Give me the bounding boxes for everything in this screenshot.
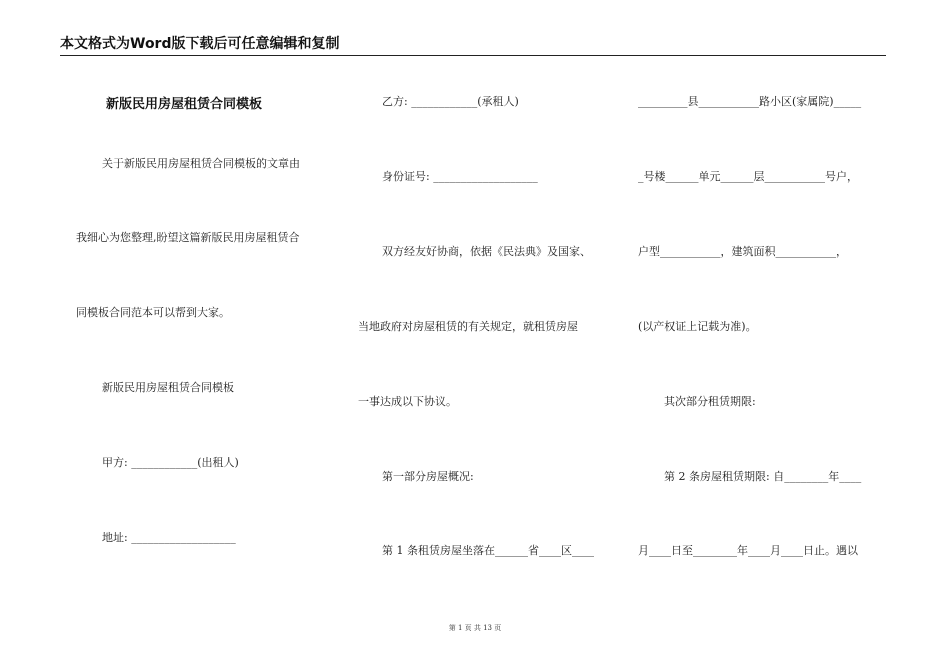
text-line: 第 2 条房屋租赁期限: 自________年____ [664,470,862,483]
column-3 [638,0,888,600]
party-a-line: 甲方: ____________(出租人) [102,456,239,469]
text-line: _号楼______单元______层___________号户， [638,170,858,183]
column-1 [76,0,326,600]
text-line: 第 1 条租赁房屋坐落在______省____区____ [382,544,594,557]
text-line: 同模板合同范本可以帮到大家。 [76,306,230,319]
section-heading: 第一部分房屋概况: [382,470,474,483]
text-line: 关于新版民用房屋租赁合同模板的文章由 [102,157,300,170]
text-line: 月____日至________年____月____日止。遇以 [638,544,858,557]
header-title: 本文格式为Word版下载后可任意编辑和复制 [60,36,340,52]
page-number: 第 1 页 共 13 页 [448,624,502,632]
section-heading: 其次部分租赁期限: [664,395,756,408]
column-2 [358,0,608,600]
text-line: 当地政府对房屋租赁的有关规定，就租赁房屋 [358,320,578,333]
text-line: 一事达成以下协议。 [358,395,457,408]
text-line: 双方经友好协商，依据《民法典》及国家、 [382,245,591,258]
text-line: (以产权证上记载为准)。 [638,320,757,333]
party-b-line: 乙方: ____________(承租人) [382,95,519,108]
text-line: 我细心为您整理,盼望这篇新版民用房屋租赁合 [76,231,300,244]
address-line: 地址: ___________________ [102,531,236,544]
text-line: _________县___________路小区(家属院)_____ [638,95,862,108]
text-line: 户型___________，建筑面积___________， [638,245,847,258]
document-title: 新版民用房屋租赁合同模板 [106,97,263,112]
id-number-line: 身份证号: ___________________ [382,170,538,183]
text-line: 新版民用房屋租赁合同模板 [102,381,234,394]
